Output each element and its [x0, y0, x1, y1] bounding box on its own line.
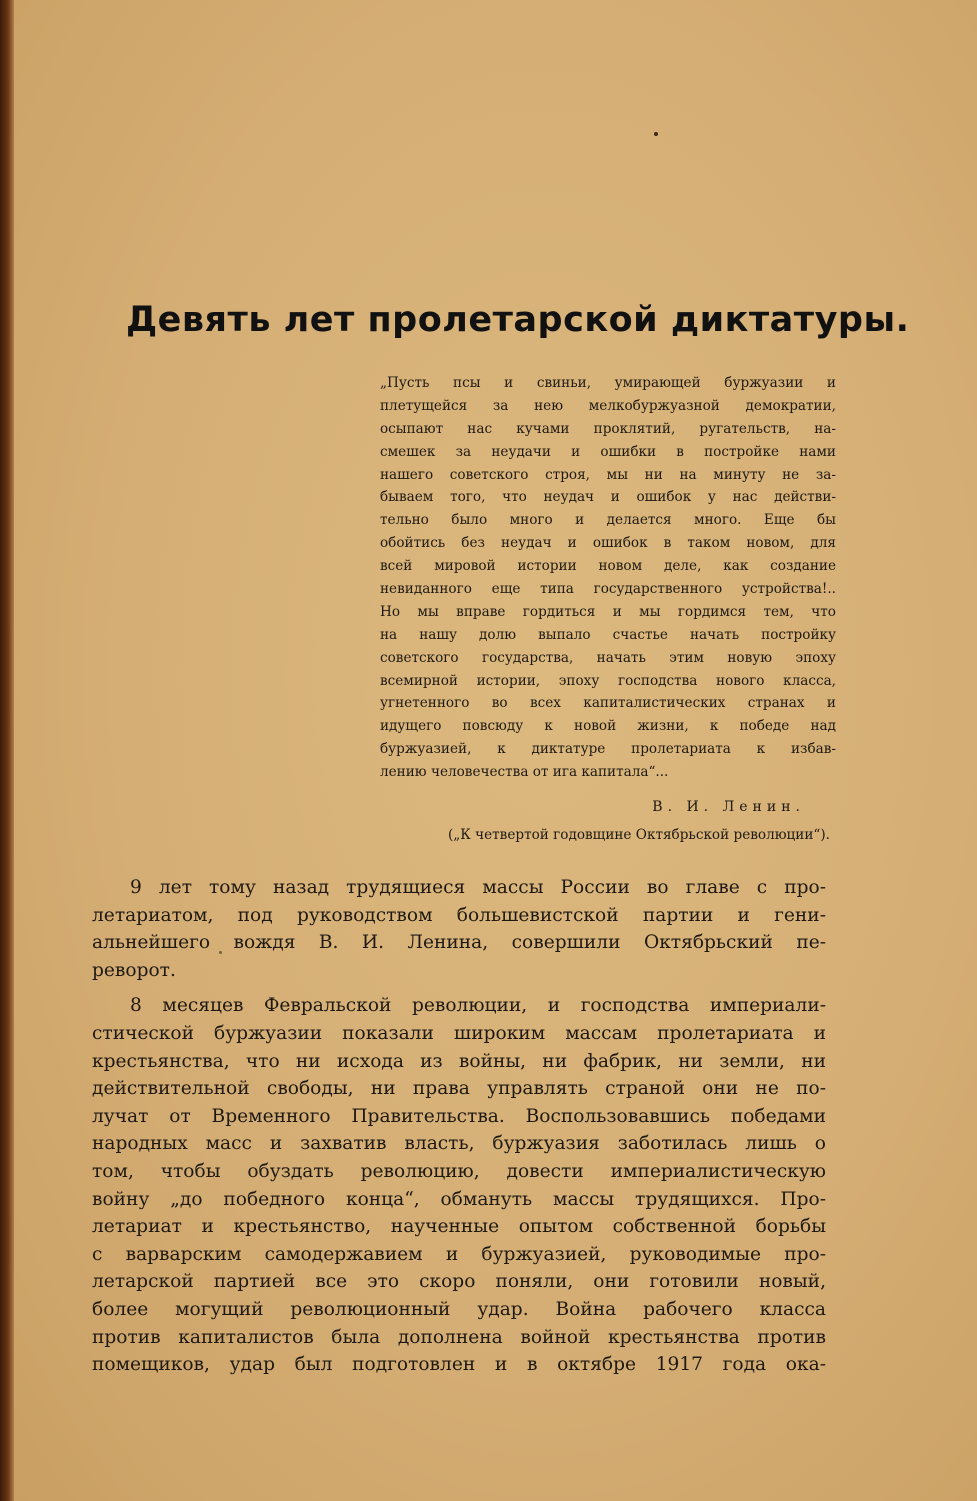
epigraph-author: В. И. Ленин.: [652, 799, 805, 815]
body-line: 8 месяцев Февральской революции, и господства империали-: [130, 995, 826, 1017]
epigraph-line: осыпают нас кучами проклятий, ругательств, на-: [380, 420, 836, 437]
epigraph-line: советского государства, начать этим новую эпоху: [380, 649, 836, 666]
epigraph-line: на нашу долю выпало счастье начать постройку: [380, 626, 836, 643]
epigraph-line: бываем того, что неудач и ошибок у нас действи-: [380, 489, 836, 506]
body-line: против капиталистов была дополнена войной крестьянства против: [92, 1326, 826, 1348]
epigraph-line: угнетенного во всех капиталистических странах и: [380, 695, 836, 712]
body-line: летарской партией все это скоро поняли, они готовили новый,: [92, 1271, 826, 1293]
epigraph-line: смешек за неудачи и ошибки в постройке нами: [380, 443, 836, 460]
epigraph-quote: [380, 372, 836, 784]
body-line: войну „до победного конца“, обмануть массы трудящихся. Про-: [92, 1188, 826, 1210]
body-line: летариат и крестьянство, наученные опытом собственной борьбы: [92, 1216, 826, 1238]
epigraph-line: нашего советского строя, мы ни на минуту не за-: [380, 466, 836, 483]
body-line: действительной свободы, ни права управлять страной они не по-: [92, 1078, 826, 1100]
epigraph-line: идущего повсюду к новой жизни, к победе над: [380, 718, 836, 735]
epigraph-line: лению человечества от ига капитала“...: [380, 764, 669, 781]
body-line: крестьянства, что ни исхода из войны, ни фабрик, ни земли, ни: [92, 1050, 826, 1072]
body-line: стической буржуазии показали широким массам пролетариата и: [92, 1022, 826, 1044]
epigraph-line: плетущейся за нею мелкобуржуазной демократии,: [380, 397, 836, 414]
body-line: с варварским самодержавием и буржуазией, руководимые про-: [92, 1243, 826, 1265]
epigraph-line: всей мировой истории новом деле, как создание: [380, 558, 836, 575]
body-line: альнейшего вождя В. И. Ленина, совершили Октябрьский пе-: [92, 932, 826, 954]
paper-speck: [654, 132, 658, 136]
epigraph-line: буржуазией, к диктатуре пролетариата к избав-: [380, 741, 836, 758]
book-spine-edge: [0, 0, 14, 1501]
body-line: 9 лет тому назад трудящиеся массы России во главе с про-: [130, 877, 826, 898]
epigraph-line: обойтись без неудач и ошибок в таком новом, для: [380, 535, 836, 552]
body-line: более могущий революционный удар. Война рабочего класса: [92, 1298, 826, 1320]
page-title: Девять лет пролетарской диктатуры.: [126, 300, 910, 340]
body-line: том, чтобы обуздать революцию, довести империалистическую: [92, 1160, 826, 1182]
body-line: летариатом, под руководством большевистской партии и гени-: [92, 904, 826, 926]
body-line: помещиков, удар был подготовлен и в октябре 1917 года ока-: [92, 1354, 826, 1376]
body-line: народных масс и захватив власть, буржуазия заботилась лишь о: [92, 1133, 826, 1155]
epigraph-line: „Пусть псы и свиньи, умирающей буржуазии и: [380, 375, 836, 391]
epigraph-line: всемирной истории, эпоху господства нового класса,: [380, 672, 836, 689]
body-line: реворот.: [92, 959, 176, 981]
article-body: [92, 874, 826, 1379]
epigraph-line: невиданного еще типа государственного устройства!..: [380, 581, 836, 598]
epigraph-source: („К четвертой годовщине Октябрьской революции“).: [447, 827, 830, 843]
body-line: лучат от Временного Правительства. Воспользовавшись победами: [92, 1105, 826, 1127]
epigraph-line: Но мы вправе гордиться и мы гордимся тем, что: [380, 603, 836, 620]
epigraph-line: тельно было много и делается много. Еще бы: [380, 512, 836, 529]
